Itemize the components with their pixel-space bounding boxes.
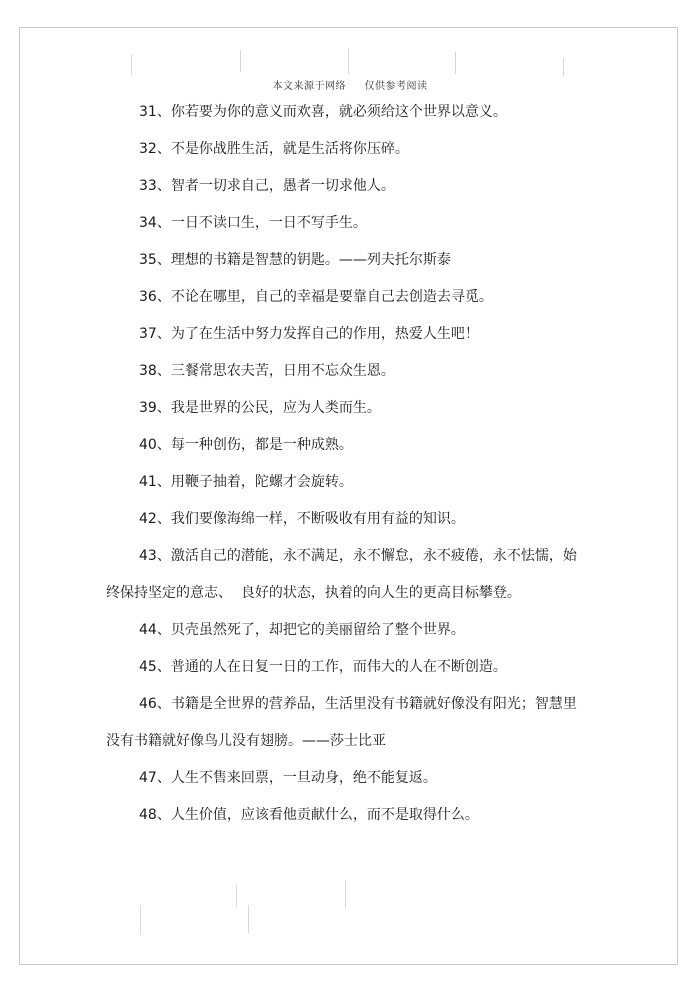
crop-mark	[348, 48, 349, 74]
quote-entry: 34、一日不读口生，一日不写手生。	[139, 215, 367, 231]
quote-entry: 44、贝壳虽然死了，却把它的美丽留给了整个世界。	[139, 622, 465, 638]
quote-entry: 41、用鞭子抽着，陀螺才会旋转。	[139, 474, 353, 490]
crop-mark	[455, 52, 456, 74]
quote-list	[106, 94, 586, 834]
quote-entry: 46、书籍是全世界的营养品，生活里没有书籍就好像没有阳光；智慧里没有书籍就好像鸟儿没有翅膀。——莎士比亚	[106, 696, 577, 749]
crop-mark	[131, 55, 132, 75]
quote-entry: 40、每一种创伤，都是一种成熟。	[139, 437, 353, 453]
crop-mark	[236, 885, 237, 907]
crop-mark	[240, 50, 241, 72]
quote-entry: 45、普通的人在日复一日的工作，而伟大的人在不断创造。	[139, 659, 507, 675]
crop-mark	[563, 58, 564, 76]
quote-entry: 39、我是世界的公民，应为人类而生。	[139, 400, 381, 416]
quote-entry: 43、激活自己的潜能，永不满足，永不懈怠，永不疲倦，永不怯懦，始终保持坚定的意志、 良好的状态，执着的向人生的更高目标攀登。	[106, 548, 577, 601]
quote-entry: 32、不是你战胜生活，就是生活将你压碎。	[139, 141, 409, 157]
quote-entry: 31、你若要为你的意义而欢喜，就必须给这个世界以意义。	[139, 104, 507, 120]
quote-entry: 42、我们要像海绵一样，不断吸收有用有益的知识。	[139, 511, 465, 527]
quote-entry: 35、理想的书籍是智慧的钥匙。——列夫托尔斯泰	[139, 252, 451, 268]
quote-entry: 36、不论在哪里，自己的幸福是要靠自己去创造去寻觅。	[139, 289, 493, 305]
quote-entry: 48、人生价值，应该看他贡献什么，而不是取得什么。	[139, 807, 479, 823]
crop-mark	[345, 880, 346, 908]
quote-entry: 47、人生不售来回票，一旦动身，绝不能复返。	[139, 770, 437, 786]
quote-entry: 33、智者一切求自己，愚者一切求他人。	[139, 178, 395, 194]
quote-entry: 38、三餐常思农夫苦，日用不忘众生恩。	[139, 363, 395, 379]
crop-mark	[140, 905, 141, 935]
quote-entry: 37、为了在生活中努力发挥自己的作用，热爱人生吧！	[139, 326, 479, 342]
crop-mark	[248, 905, 249, 933]
source-note: 本文来源于网络 仅供参考阅读	[272, 81, 428, 92]
